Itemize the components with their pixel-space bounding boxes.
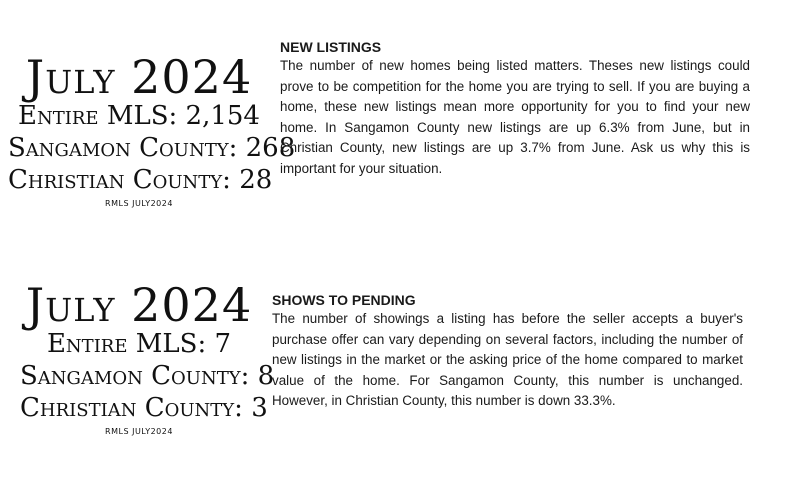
section-heading: NEW LISTINGS bbox=[280, 39, 382, 55]
entire-mls-stat: Entire MLS: 2,154 bbox=[18, 101, 260, 131]
section-heading: SHOWS TO PENDING bbox=[272, 292, 416, 308]
source-note: RMLS JULY2024 bbox=[105, 199, 173, 208]
month-title: July 2024 bbox=[25, 278, 253, 332]
new-listings-stats bbox=[8, 50, 296, 210]
source-note: RMLS JULY2024 bbox=[105, 427, 173, 436]
entire-mls-stat: Entire MLS: 7 bbox=[46, 329, 232, 359]
month-title: July 2024 bbox=[25, 50, 253, 104]
sangamon-county-stat: Sangamon County: 8 bbox=[20, 361, 275, 391]
shows-to-pending-stats bbox=[20, 278, 275, 438]
section-body: The number of showings a listing has before the seller accepts a buyer's purchase offer can vary depending on several factors, including the number of new listings in the market or the asking price of the home compared to market value of the home. For Sangamon County, this number is unchanged. However, in Christian County, this number is down 33.3%. bbox=[272, 311, 743, 409]
christian-county-stat: Christian County: 3 bbox=[20, 393, 268, 423]
christian-county-stat: Christian County: 28 bbox=[8, 165, 273, 195]
new-listings-description bbox=[280, 38, 750, 180]
shows-to-pending-description bbox=[272, 291, 743, 412]
sangamon-county-stat: Sangamon County: 268 bbox=[8, 133, 296, 163]
section-body: The number of new homes being listed matters. Theses new listings could prove to be competition for the home you are trying to sell. If you are buying a home, these new listings mean more opportunity for you to find your new home. In Sangamon County new listings are up 6.3% from June, but in Christian County, new listings are up 3.7% from June. Ask us why this is important for your situation. bbox=[280, 58, 750, 176]
